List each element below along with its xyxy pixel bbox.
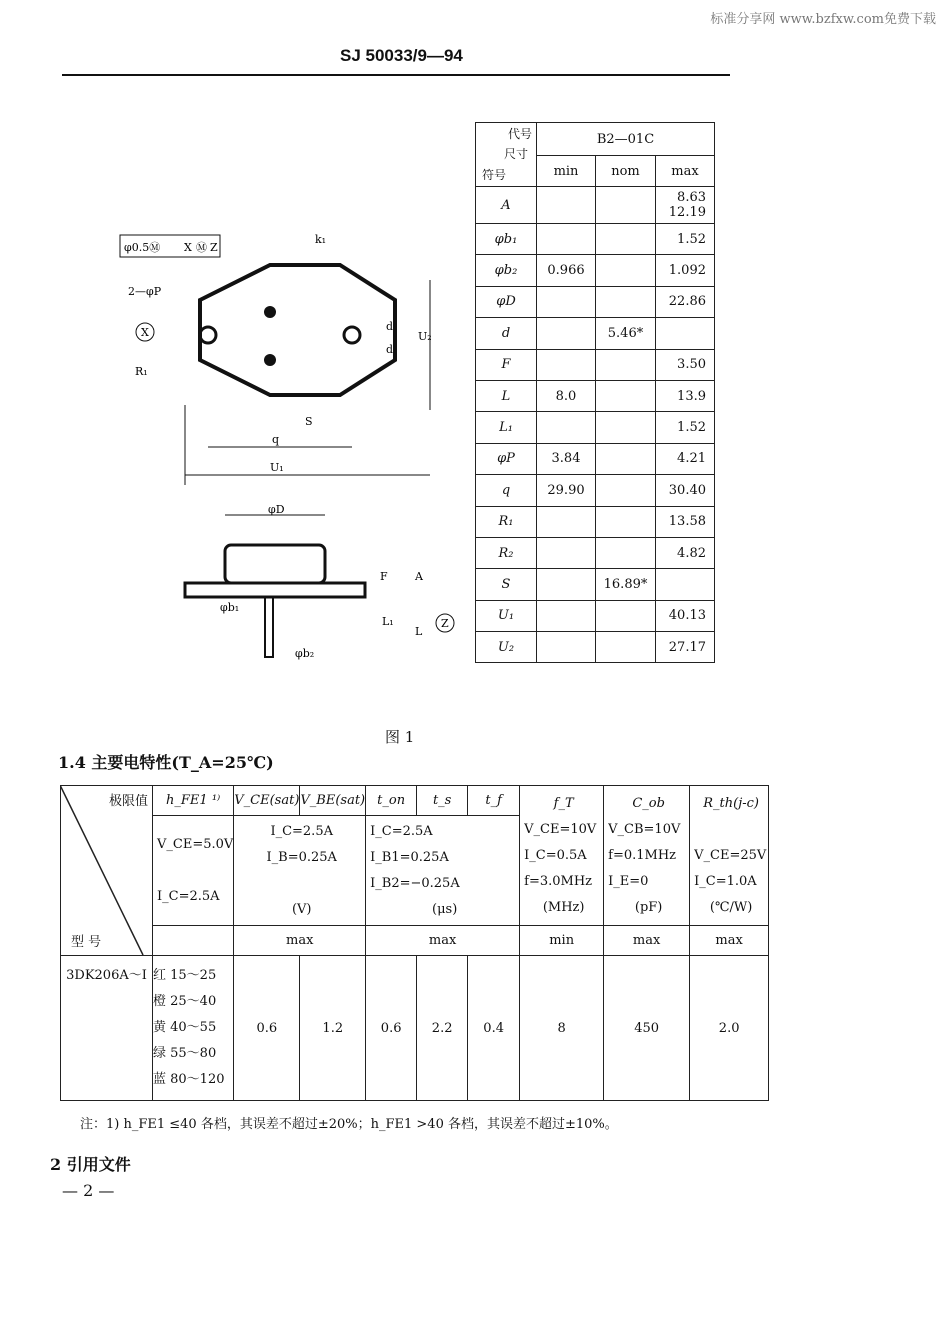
table-row (476, 224, 715, 255)
max-cell: 1.092 (656, 255, 715, 286)
section-heading: 2 引用文件 (50, 1155, 131, 1174)
dim-label: q (272, 433, 280, 446)
corner-label: 尺寸 (503, 147, 528, 161)
value-cell: 1.2 (300, 956, 366, 1101)
dim-label: φ0.5Ⓜ (124, 241, 161, 254)
pin (264, 354, 276, 366)
dim-label: R₁ (135, 365, 148, 378)
nom-cell (596, 475, 656, 506)
max-cell (656, 569, 715, 600)
value-cell: 2.2 (417, 956, 468, 1101)
watermark: 标准分享网 www.bzfxw.com免费下载 (710, 12, 936, 27)
dim-label: U₂ (418, 330, 432, 343)
dim-label: φb₁ (220, 601, 240, 614)
nom-cell (596, 537, 656, 568)
symbol-cell: L (476, 380, 537, 411)
symbol-cell: U₂ (476, 632, 537, 663)
header-rule (62, 74, 730, 76)
table-row (476, 569, 715, 600)
min-cell: 29.90 (537, 475, 596, 506)
section-heading: 1.4 主要电特性(T_A=25℃) (58, 753, 274, 772)
min-cell (537, 318, 596, 349)
table-row (476, 537, 715, 568)
rth-cell: R_th(j-c) V_CE=25V I_C=1.0A (℃/W) (690, 786, 769, 926)
param-header: V_CE(sat) (234, 786, 300, 816)
table-row (476, 600, 715, 631)
package-code: B2—01C (537, 123, 715, 156)
min-cell (537, 632, 596, 663)
param-header: t_on (366, 786, 417, 816)
value-cell: 2.0 (690, 956, 769, 1101)
dim-label: d (386, 320, 394, 333)
max-cell: 13.58 (656, 506, 715, 537)
nom-cell: 16.89* (596, 569, 656, 600)
hfe-conditions: V_CE=5.0V I_C=2.5A (153, 816, 234, 926)
standard-number: SJ 50033/9—94 (340, 46, 463, 65)
limit-label: max (690, 926, 769, 956)
min-cell (537, 349, 596, 380)
table-row (476, 443, 715, 474)
limit-label: max (604, 926, 690, 956)
limit-label: max (234, 926, 366, 956)
min-cell (537, 286, 596, 317)
min-cell (537, 569, 596, 600)
nom-cell (596, 506, 656, 537)
col-header: min (537, 156, 596, 187)
hfe-bins: 红 15～25 橙 25～40 黄 40～55 绿 55～80 蓝 80～120 (153, 956, 234, 1101)
table-row (476, 632, 715, 663)
min-cell (537, 506, 596, 537)
footnote: 注：1) h_FE1 ≤40 各档，其误差不超过±20%；h_FE1 >40 各档，其误差不超过±10%。 (80, 1117, 618, 1132)
ft-cell: f_T V_CE=10V I_C=0.5A f=3.0MHz (MHz) (520, 786, 604, 926)
dim-label: Ⓜ (196, 241, 207, 254)
min-cell: 8.0 (537, 380, 596, 411)
dim-label: X (141, 326, 149, 339)
figure-caption: 图 1 (385, 728, 415, 746)
dim-label: U₁ (270, 461, 284, 474)
table-row (476, 412, 715, 443)
dim-label: L₁ (382, 615, 394, 628)
col-header: max (656, 156, 715, 187)
nom-cell (596, 600, 656, 631)
symbol-cell: q (476, 475, 537, 506)
mount-hole (200, 327, 216, 343)
symbol-cell: φP (476, 443, 537, 474)
max-cell: 3.50 (656, 349, 715, 380)
page-number: — 2 — (62, 1181, 115, 1200)
sat-conditions: I_C=2.5A I_B=0.25A (V) (234, 816, 366, 926)
package-drawing (110, 225, 470, 685)
nom-cell: 5.46* (596, 318, 656, 349)
dim-label: X (184, 241, 192, 254)
dim-label: L (415, 625, 423, 638)
flange-outline (200, 265, 395, 395)
nom-cell (596, 349, 656, 380)
nom-cell (596, 412, 656, 443)
dim-label: A (415, 570, 423, 583)
table-row (476, 475, 715, 506)
max-cell: 1.52 (656, 412, 715, 443)
symbol-cell: L₁ (476, 412, 537, 443)
symbol-cell: φb₁ (476, 224, 537, 255)
value-cell: 0.6 (366, 956, 417, 1101)
table-row (476, 255, 715, 286)
limit-label (153, 926, 234, 956)
table-row (476, 506, 715, 537)
dim-label: k₁ (315, 233, 327, 246)
dim-label: d (386, 343, 394, 356)
limit-label: min (520, 926, 604, 956)
corner-label: 符号 (482, 168, 507, 182)
nom-cell (596, 224, 656, 255)
min-cell (537, 600, 596, 631)
corner-diagonal (60, 785, 144, 955)
min-cell (537, 187, 596, 224)
switching-conditions: I_C=2.5A I_B1=0.25A I_B2=−0.25A (μs) (366, 816, 520, 926)
max-cell (656, 318, 715, 349)
max-cell: 30.40 (656, 475, 715, 506)
limit-label: max (366, 926, 520, 956)
nom-cell (596, 187, 656, 224)
param-header: h_FE1 ¹⁾ (153, 786, 234, 816)
value-cell: 450 (604, 956, 690, 1101)
nom-cell (596, 255, 656, 286)
dim-label: Z (210, 241, 218, 254)
value-cell: 8 (520, 956, 604, 1101)
max-cell: 22.86 (656, 286, 715, 317)
mount-hole (344, 327, 360, 343)
table-row (476, 318, 715, 349)
table-row (476, 187, 715, 224)
dim-label: 2—φP (128, 285, 162, 298)
symbol-cell: φD (476, 286, 537, 317)
param-header: t_s (417, 786, 468, 816)
max-cell: 4.82 (656, 537, 715, 568)
symbol-cell: A (476, 187, 537, 224)
corner-label: 型 号 (61, 926, 153, 956)
max-cell: 27.17 (656, 632, 715, 663)
model-cell: 3DK206A～I (61, 956, 153, 1101)
nom-cell (596, 380, 656, 411)
table-row (476, 286, 715, 317)
max-cell: 40.13 (656, 600, 715, 631)
col-header: nom (596, 156, 656, 187)
param-header: V_BE(sat) (300, 786, 366, 816)
dim-label: Z (441, 617, 449, 630)
max-cell: 4.21 (656, 443, 715, 474)
param-header: t_f (468, 786, 520, 816)
symbol-cell: φb₂ (476, 255, 537, 286)
value-cell: 0.4 (468, 956, 520, 1101)
max-cell: 13.9 (656, 380, 715, 411)
symbol-cell: d (476, 318, 537, 349)
symbol-cell: U₁ (476, 600, 537, 631)
table-row (476, 380, 715, 411)
dim-label: S (305, 415, 313, 428)
nom-cell (596, 632, 656, 663)
dim-label: F (380, 570, 388, 583)
cob-cell: C_ob V_CB=10V f=0.1MHz I_E=0 (pF) (604, 786, 690, 926)
symbol-cell: R₁ (476, 506, 537, 537)
min-cell (537, 537, 596, 568)
nom-cell (596, 286, 656, 317)
min-cell (537, 412, 596, 443)
symbol-cell: R₂ (476, 537, 537, 568)
dim-label: φD (268, 503, 285, 516)
nom-cell (596, 443, 656, 474)
min-cell (537, 224, 596, 255)
table-row (476, 349, 715, 380)
dim-label: φb₂ (295, 647, 315, 660)
min-cell: 3.84 (537, 443, 596, 474)
table-row (61, 956, 769, 1101)
dimension-table (475, 122, 715, 663)
pin (264, 306, 276, 318)
corner-label: 代号 (507, 127, 532, 141)
symbol-cell: S (476, 569, 537, 600)
max-cell: 8.63 12.19 (656, 187, 715, 224)
electrical-characteristics-table (60, 785, 769, 1101)
corner-label: 极限值 (61, 786, 153, 926)
min-cell: 0.966 (537, 255, 596, 286)
max-cell: 1.52 (656, 224, 715, 255)
value-cell: 0.6 (234, 956, 300, 1101)
symbol-cell: F (476, 349, 537, 380)
